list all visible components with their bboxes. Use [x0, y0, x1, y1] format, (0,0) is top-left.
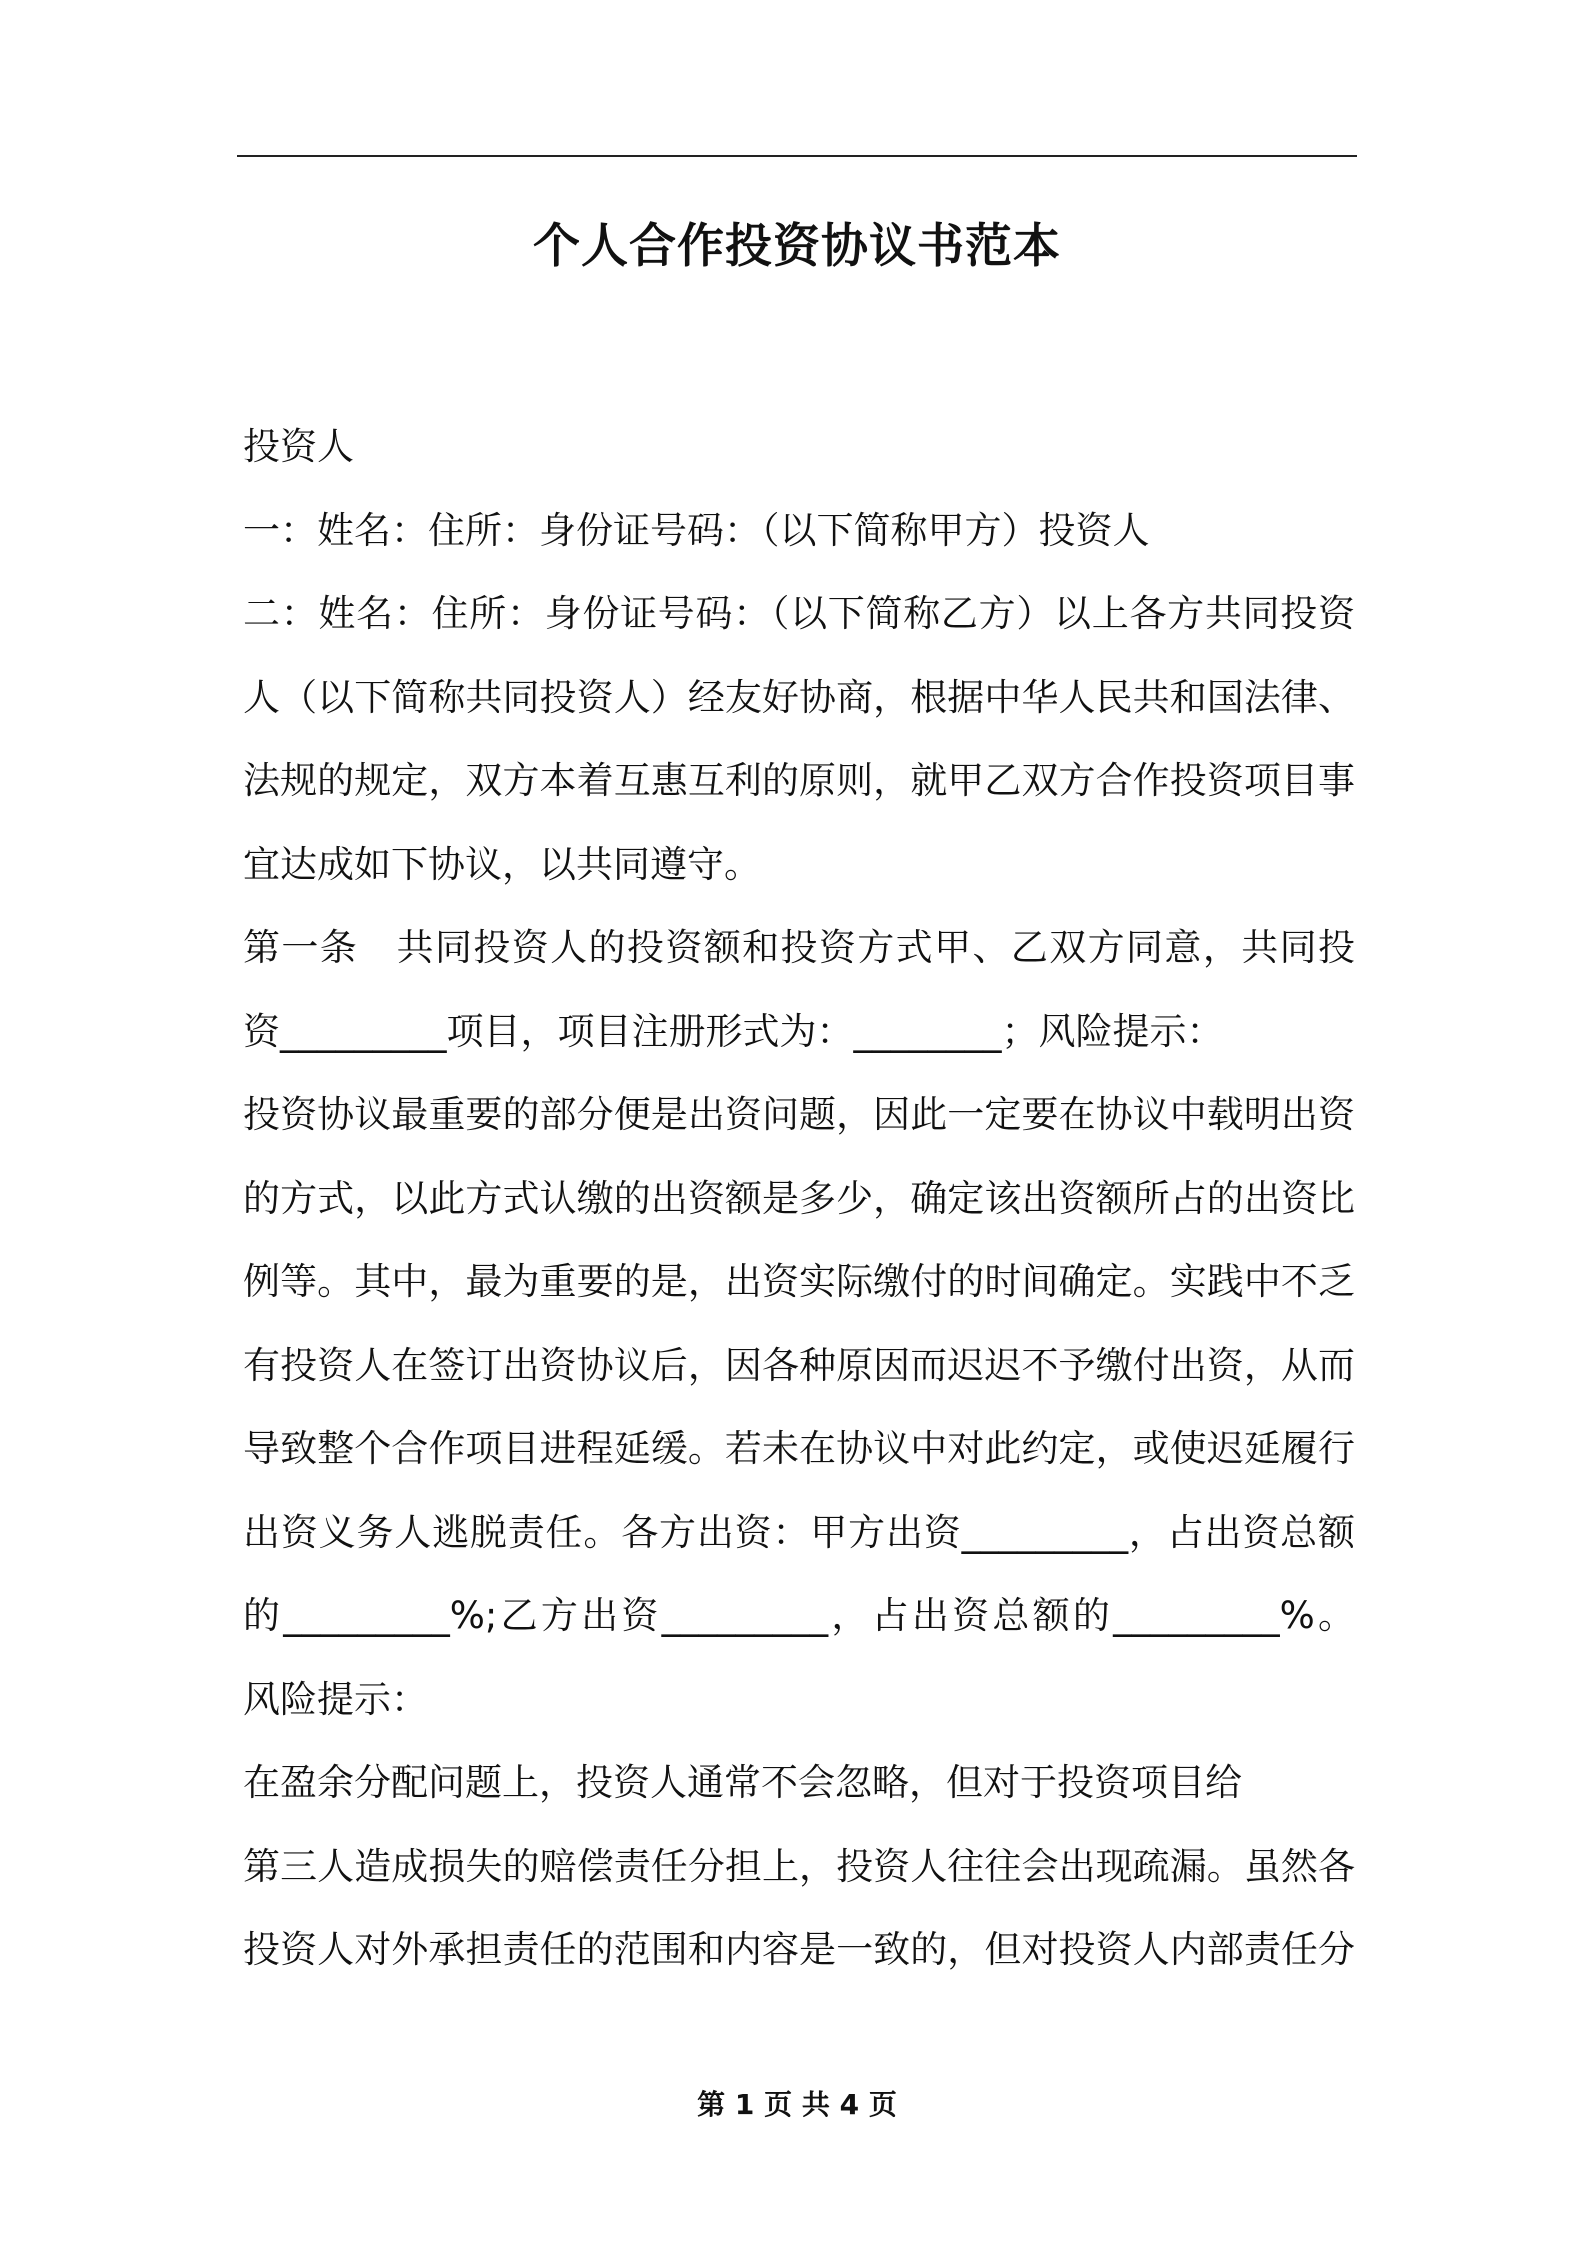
paragraph-line: 导致整个合作项目进程延缓。若未在协议中对此约定，或使迟延履行 [243, 1427, 1355, 1470]
paragraph-line: 出资义务人逃脱责任。各方出资：甲方出资_________，占出资总额 [243, 1510, 1355, 1554]
paragraph-line: 在盈余分配问题上，投资人通常不会忽略，但对于投资项目给 [243, 1761, 1242, 1804]
paragraph-line: 例等。其中，最为重要的是，出资实际缴付的时间确定。实践中不乏 [243, 1260, 1355, 1303]
paragraph-line: 投资人 [243, 425, 354, 468]
document-body [243, 405, 1363, 1992]
paragraph-line: 有投资人在签订出资协议后，因各种原因而迟迟不予缴付出资，从而 [243, 1343, 1355, 1387]
paragraph-line: 的_________%;乙方出资_________，占出资总额的_________%。 [243, 1594, 1355, 1637]
header-rule [237, 155, 1357, 157]
paragraph-line: 法规的规定，双方本着互惠互利的原则，就甲乙双方合作投资项目事 [243, 759, 1355, 802]
paragraph-line: 二：姓名：住所：身份证号码：（以下简称乙方）以上各方共同投资 [243, 592, 1355, 635]
document-title: 个人合作投资协议书范本 [533, 219, 1061, 274]
paragraph-line: 投资人对外承担责任的范围和内容是一致的，但对投资人内部责任分 [243, 1928, 1355, 1971]
paragraph-line: 投资协议最重要的部分便是出资问题，因此一定要在协议中载明出资 [243, 1093, 1355, 1136]
paragraph-line: 人（以下简称共同投资人）经友好协商，根据中华人民共和国法律、 [243, 675, 1355, 719]
paragraph-line: 第三人造成损失的赔偿责任分担上，投资人往往会出现疏漏。虽然各 [243, 1844, 1355, 1888]
paragraph-line: 第一条 共同投资人的投资额和投资方式甲、乙双方同意，共同投 [243, 926, 1355, 969]
page-number-footer: 第 1 页 共 4 页 [697, 2088, 897, 2121]
paragraph-line: 的方式，以此方式认缴的出资额是多少，确定该出资额所占的出资比 [243, 1176, 1355, 1220]
paragraph-line: 风险提示： [243, 1677, 428, 1721]
paragraph-line: 资_________项目，项目注册形式为：________；风险提示： [243, 1009, 1224, 1053]
paragraph-line: 宜达成如下协议，以共同遵守。 [243, 842, 761, 886]
paragraph-line: 一：姓名：住所：身份证号码：（以下简称甲方）投资人 [243, 508, 1150, 552]
